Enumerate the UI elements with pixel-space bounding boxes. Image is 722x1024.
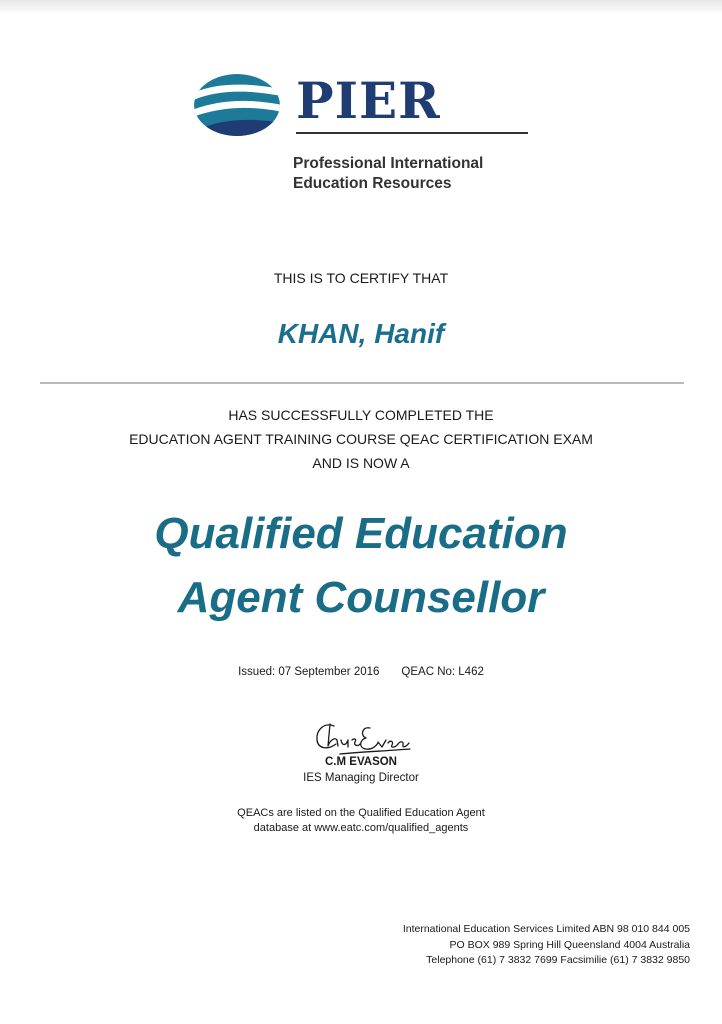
title-line-2: Agent Counsellor (177, 573, 545, 622)
qeac-number: QEAC No: L462 (401, 666, 484, 678)
signatory-role: IES Managing Director (303, 772, 419, 784)
listing-line-2: database at www.eatc.com/qualified_agents (253, 822, 469, 834)
issuer-footer (403, 922, 690, 969)
qualification-title (0, 502, 722, 630)
recipient-name: KHAN, Hanif (277, 318, 445, 349)
issued-date: Issued: 07 September 2016 (238, 666, 380, 678)
completion-line-3: AND IS NOW A (312, 455, 410, 471)
tagline-line-2: Education Resources (293, 175, 452, 192)
tagline-line-1: Professional International (293, 155, 484, 172)
footer-line-3: Telephone (61) 7 3832 7699 Facsimilie (61) 7 3832 9850 (426, 954, 690, 966)
pier-logo (192, 70, 532, 200)
name-divider (40, 382, 684, 384)
pier-globe-icon (192, 72, 282, 138)
pier-wordmark: PIER (296, 71, 441, 130)
logo-tagline (293, 154, 483, 194)
database-listing-note (0, 806, 722, 836)
completion-statement (0, 403, 722, 475)
completion-line-2: EDUCATION AGENT TRAINING COURSE QEAC CERTIFICATION EXAM (129, 431, 593, 447)
footer-line-1: International Education Services Limited ABN 98 010 844 005 (402, 923, 690, 935)
handwritten-signature (310, 716, 414, 758)
issue-details (0, 666, 722, 678)
title-line-1: Qualified Education (154, 509, 568, 558)
certify-text: THIS IS TO CERTIFY THAT (273, 270, 449, 286)
footer-line-2: PO BOX 989 Spring Hill Queensland 4004 Australia (449, 938, 690, 951)
completion-line-1: HAS SUCCESSFULLY COMPLETED THE (228, 407, 494, 423)
signatory-name: C.M EVASON (325, 756, 397, 768)
listing-line-1: QEACs are listed on the Qualified Education Agent (237, 807, 485, 819)
logo-rule (296, 132, 528, 134)
